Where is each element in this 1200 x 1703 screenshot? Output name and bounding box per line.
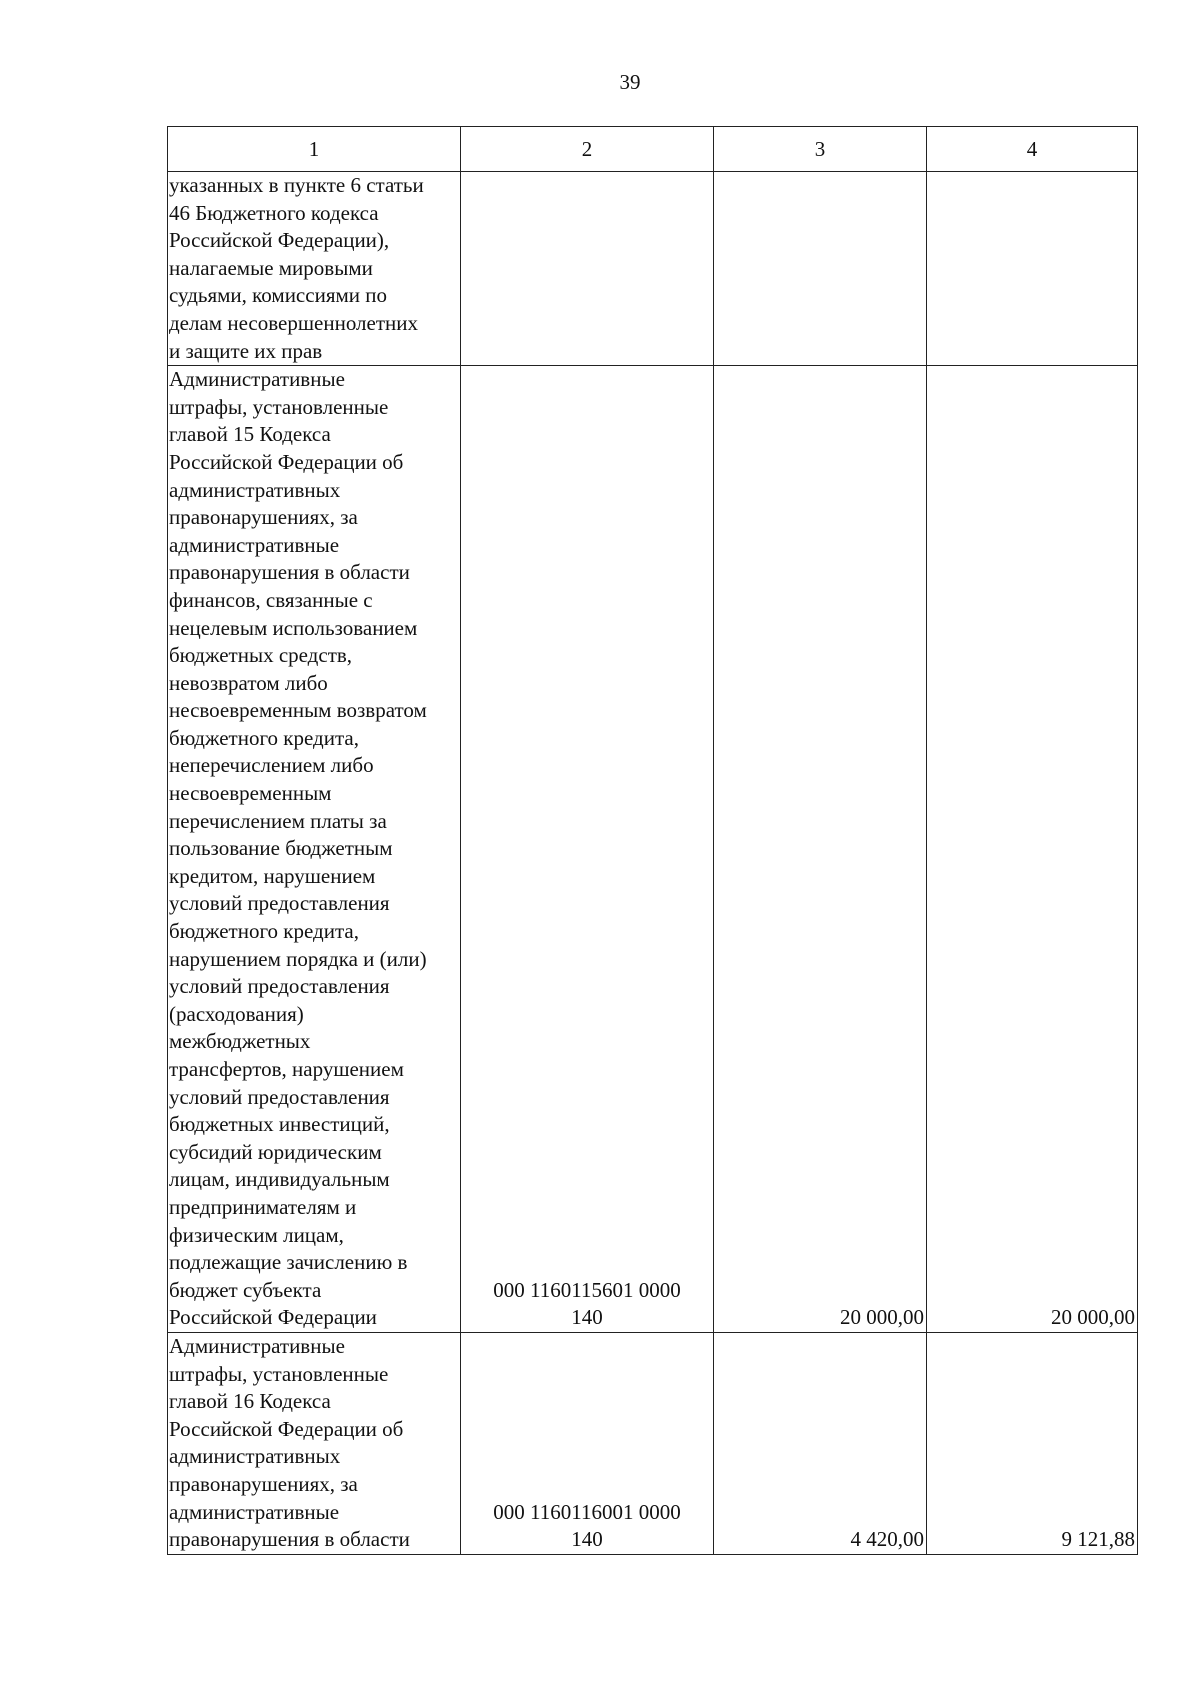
row-code [461,172,714,366]
row-value-col4 [927,172,1138,366]
table-header-row [168,127,1138,172]
row-value-col4: 20 000,00 [927,366,1138,1333]
header-col-4: 4 [927,127,1138,172]
row-description: Административные штрафы, установленные главой 16 Кодекса Российской Федерации об административных правонарушениях, за административные правонарушения в области [168,1332,461,1554]
table-row [168,366,1138,1333]
header-col-3: 3 [714,127,927,172]
row-code: 000 1160115601 0000 140 [461,366,714,1333]
header-col-1: 1 [168,127,461,172]
header-col-2: 2 [461,127,714,172]
row-description: Административные штрафы, установленные главой 15 Кодекса Российской Федерации об административных правонарушениях, за административные правонарушения в области финансов, связанные с нецелевым использованием бюджетных средств, невозвратом либо несвоевременным возвратом бюджетного кредита, неперечислением либо несвоевременным перечислением платы за пользование бюджетным кредитом, нарушением условий предоставления бюджетного кредита, нарушением порядка и (или) условий предоставления (расходования) межбюджетных трансфертов, нарушением условий предоставления бюджетных инвестиций, субсидий юридическим лицам, индивидуальным предпринимателям и физическим лицам, подлежащие зачислению в бюджет субъекта Российской Федерации [168,366,461,1333]
row-code: 000 1160116001 0000 140 [461,1332,714,1554]
table-row [168,1332,1138,1554]
row-value-col3: 20 000,00 [714,366,927,1333]
budget-revenue-table [167,126,1138,1555]
row-value-col3: 4 420,00 [714,1332,927,1554]
row-value-col3 [714,172,927,366]
row-description: указанных в пункте 6 статьи 46 Бюджетного кодекса Российской Федерации), налагаемые мировыми судьями, комиссиями по делам несовершеннолетних и защите их прав [168,172,461,366]
table-row [168,172,1138,366]
row-value-col4: 9 121,88 [927,1332,1138,1554]
page-number: 39 [619,70,641,94]
